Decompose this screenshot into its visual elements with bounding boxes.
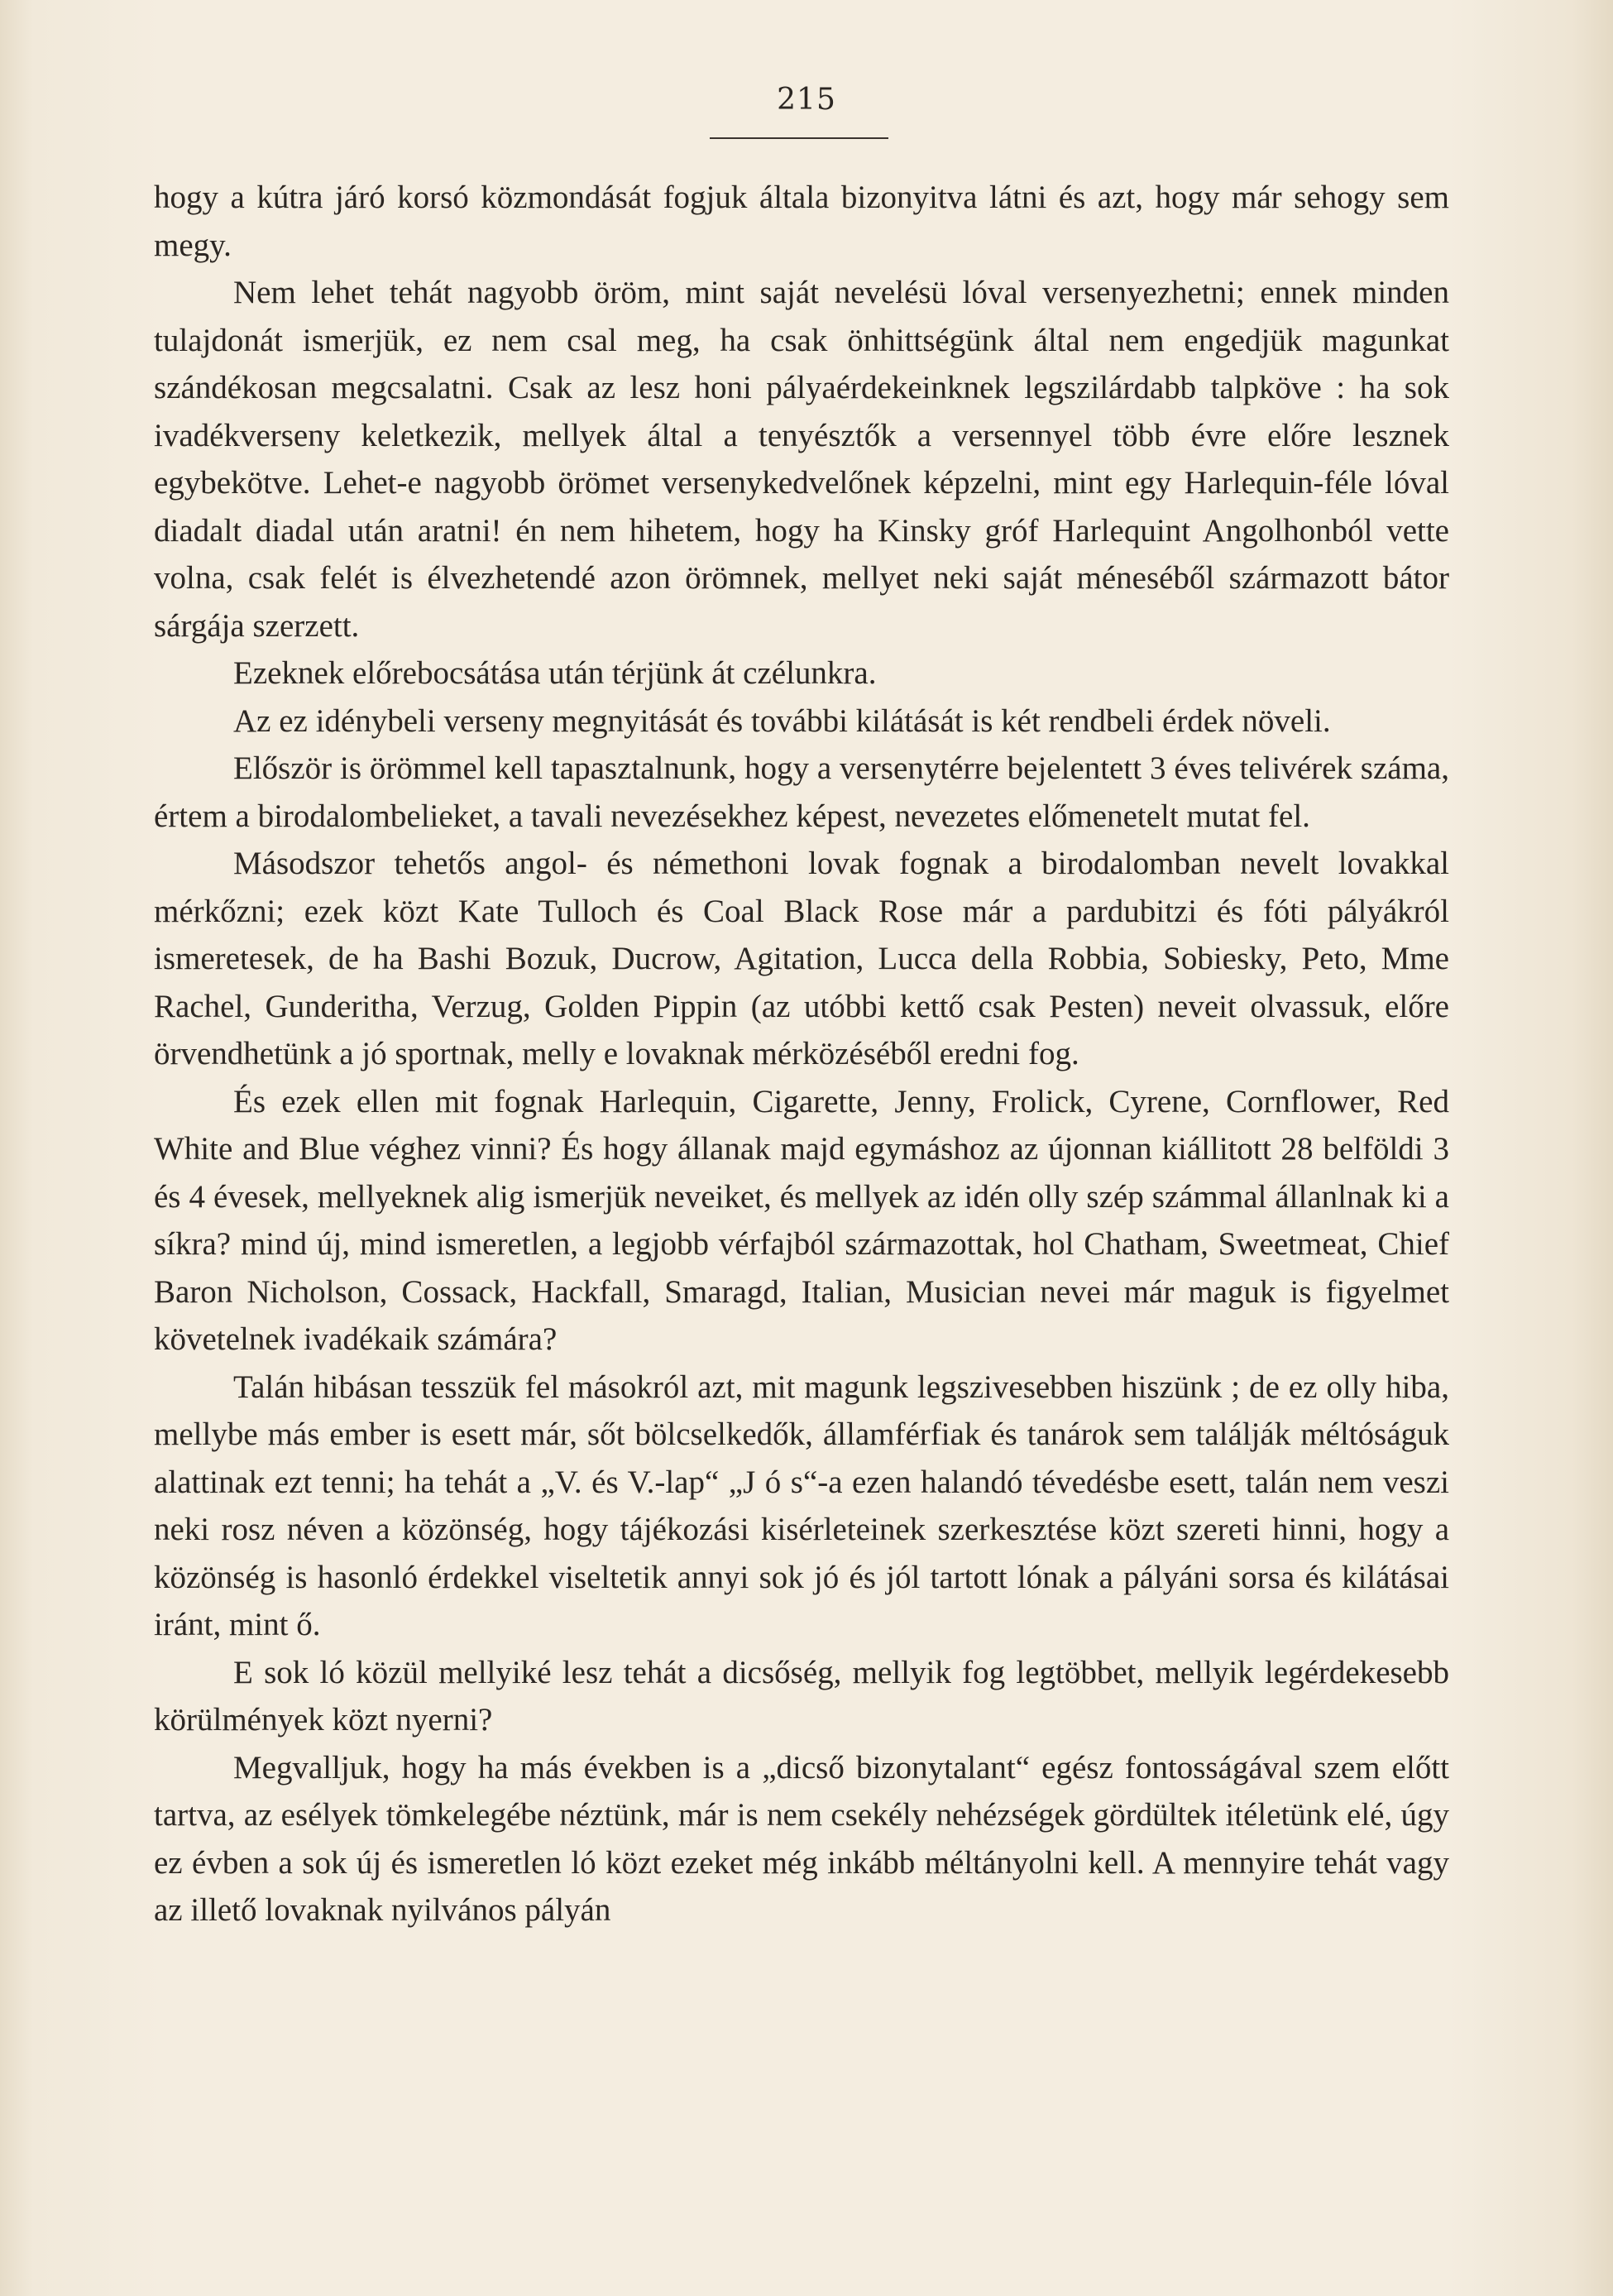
paragraph-4: Az ez idénybeli verseny megnyitását és további kilátását is két rendbeli érdek növeli.	[233, 702, 1331, 739]
paragraph-8: Talán hibásan tesszük fel másokról azt, mit magunk legszivesebben hiszünk ; de ez olly hiba, mellybe más ember is esett már, sőt bölcselkedők, államférfiak és tanárok sem találják méltóságuk alattinak ezt tenni; ha tehát a „V. és V.-lap“ „J ó s“-a ezen halandó tévedésbe esett, talán nem veszi neki rosz néven a közönség, hogy tájékozási kisérleteinek szerkesztése közt szereti hinni, hogy a közönség is hasonló érdekkel viseltetik annyi sok jó és jól tartott lónak a pályáni sorsa és kilátásai iránt, mint ő.	[154, 1368, 1449, 1642]
page-number: 215	[777, 83, 836, 117]
paragraph-3: Ezeknek előrebocsátása után térjünk át czélunkra.	[233, 655, 877, 691]
paragraph-9: E sok ló közül mellyiké lesz tehát a dicsőség, mellyik fog legtöbbet, mellyik legérdekesebb körülmények közt nyerni?	[154, 1654, 1449, 1738]
paragraph-10: Megvalljuk, hogy ha más években is a „dicső bizonytalant“ egész fontosságával szem előtt tartva, az esélyek tömkelegébe néztünk, már is nem csekély nehézségek gördültek itéletünk elé, úgy ez évben a sok új és ismeretlen ló közt ezeket még inkább méltányolni kell. A mennyire tehát vagy az illető lovaknak nyilvános pályán	[154, 1749, 1449, 1928]
paragraph-7: És ezek ellen mit fognak Harlequin, Cigarette, Jenny, Frolick, Cyrene, Cornflower, Red White and Blue véghez vinni? És hogy állanak majd egymáshoz az újonnan kiállitott 28 belföldi 3 és 4 évesek, mellyeknek alig ismerjük neveiket, és mellyek az idén olly szép számmal állanlnak ki a síkra? mind új, mind ismeretlen, a legjobb vérfajból származottak, hol Chatham, Sweetmeat, Chief Baron Nicholson, Cossack, Hackfall, Smaragd, Italian, Musician nevei már maguk is figyelmet követelnek ivadékaik számára?	[154, 1083, 1449, 1357]
paragraph-1: hogy a kútra járó korsó közmondását fogjuk általa bizonyitva látni és azt, hogy már sehogy sem megy.	[154, 180, 1449, 263]
paragraph-5: Először is örömmel kell tapasztalnunk, hogy a versenytérre bejelentett 3 éves telivérek száma, értem a birodalombelieket, a tavali nevezésekhez képest, nevezetes előmenetelt mutat fel.	[154, 750, 1449, 834]
body-text	[154, 174, 1449, 1934]
paragraph-6: Másodszor tehetős angol- és némethoni lovak fognak a birodalomban nevelt lovakkal mérkőzni; ezek közt Kate Tulloch és Coal Black Rose már a pardubitzi és fóti pályákról ismeretesek, de ha Bashi Bozuk, Ducrow, Agitation, Lucca della Robbia, Sobiesky, Peto, Mme Rachel, Gunderitha, Verzug, Golden Pippin (az utóbbi kettő csak Pesten) neveit olvassuk, előre örvendhetünk a jó sportnak, melly e lovaknak mérközéséből eredni fog.	[154, 846, 1449, 1071]
paragraph-2: Nem lehet tehát nagyobb öröm, mint saját nevelésü lóval versenyezhetni; ennek minden tulajdonát ismerjük, ez nem csal meg, ha csak önhittségünk által nem engedjük magunkat szándékosan megcsalatni. Csak az lesz honi pályaérdekeinknek legszilárdabb talpköve : ha sok ivadékverseny keletkezik, mellyek által a tenyésztők a versennyel több évre előre lesznek egybekötve. Lehet-e nagyobb örömet versenykedvelőnek képzelni, mint egy Harlequin-féle lóval diadalt diadal után aratni! én nem hihetem, hogy ha Kinsky gróf Harlequint Angolhonból vette volna, csak felét is élvezhetendé azon örömnek, mellyet neki saját méneséből származott bátor sárgája szerzett.	[154, 275, 1449, 644]
page-number-rule	[710, 137, 888, 139]
